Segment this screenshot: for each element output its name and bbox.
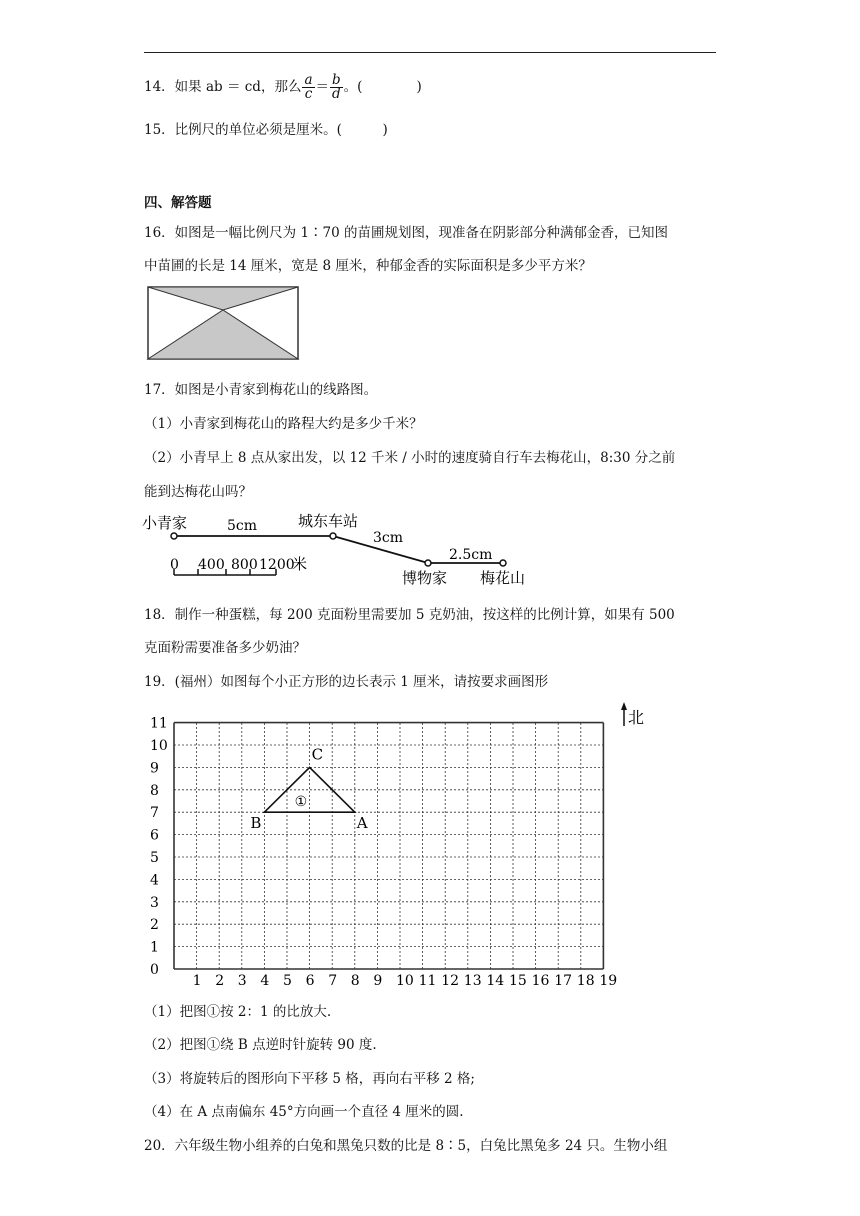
y-tick-label: 8	[150, 782, 159, 799]
y-tick-label: 1	[150, 939, 159, 956]
x-tick-label: 17	[554, 973, 573, 989]
x-tick-label: 15	[509, 973, 527, 989]
x-tick-label: 10	[396, 973, 414, 989]
x-tick-label: 13	[463, 973, 482, 989]
scale-label-0: 0	[170, 557, 179, 573]
x-tick-label: 5	[283, 973, 292, 989]
x-tick-label: 19	[599, 973, 618, 989]
north-arrow	[621, 702, 644, 727]
grid-lines	[174, 723, 603, 969]
question-19-sub3: （3）将旋转后的图形向下平移 5 格，再向右平移 2 格;	[144, 1071, 475, 1087]
question-14: 14．如果 ab ＝ cd，那么 $\frac{a}{c}$ ＝ $\frac{b}{d}$ 。( )	[144, 72, 422, 102]
label-seg3: 2.5cm	[449, 547, 493, 563]
section-heading: 四、解答题	[144, 195, 212, 211]
x-tick-label: 4	[260, 973, 270, 989]
x-tick-label: 11	[418, 973, 437, 989]
label-station: 城东车站	[298, 512, 359, 530]
y-tick-label: 5	[150, 850, 159, 866]
y-tick-label: 0	[150, 962, 159, 978]
label-seg1: 5cm	[227, 518, 258, 534]
nursery-rectangle-figure	[146, 285, 302, 361]
question-17-line1: 17．如图是小青家到梅花山的线路图。	[144, 382, 378, 398]
question-17-line2: （1）小青家到梅花山的路程大约是多少千米？	[144, 416, 423, 432]
triangle-1	[250, 745, 367, 832]
y-axis-ticks	[150, 716, 168, 978]
y-tick-label: 10	[150, 738, 168, 754]
y-tick-label: 7	[150, 805, 159, 822]
y-tick-label: 9	[150, 760, 159, 777]
x-tick-label: 16	[531, 973, 550, 989]
vertex-b-label: B	[250, 814, 262, 833]
route-map	[140, 508, 540, 590]
label-museum: 博物家	[402, 569, 448, 587]
x-tick-label: 18	[576, 973, 595, 989]
shape-number-label: ①	[294, 794, 308, 811]
vertex-c-label: C	[311, 745, 324, 764]
fraction-b-over-d: $\frac{b}{d}$	[332, 72, 341, 102]
x-tick-label: 9	[373, 973, 383, 989]
question-19-sub4: （4）在 A 点南偏东 45°方向画一个直径 4 厘米的圆.	[144, 1104, 464, 1120]
x-tick-label: 6	[305, 973, 315, 989]
y-tick-label: 6	[150, 827, 159, 844]
label-mountain: 梅花山	[480, 569, 526, 587]
question-20: 20．六年级生物小组养的白兔和黑兔只数的比是 8∶5，白兔比黑兔多 24 只。生物小组	[144, 1138, 668, 1154]
question-19-sub2: （2）把图①绕 B 点逆时针旋转 90 度.	[144, 1037, 377, 1053]
triangle-outline	[264, 767, 354, 812]
scale-label-1200: 1200	[259, 557, 295, 573]
grid-figure	[140, 700, 650, 995]
scale-unit: 米	[292, 555, 308, 573]
x-tick-label: 7	[328, 973, 338, 989]
fraction-a-over-c: $\frac{a}{c}$	[304, 72, 313, 102]
y-tick-label: 3	[150, 894, 159, 911]
y-tick-label: 2	[150, 917, 159, 934]
x-tick-label: 8	[350, 973, 360, 989]
question-19-title: 19．(福州）如图每个小正方形的边长表示 1 厘米，请按要求画图形	[144, 674, 549, 690]
question-17-line3: （2）小青早上 8 点从家出发，以 12 千米 / 小时的速度骑自行车去梅花山，8:30 分之前	[144, 450, 676, 466]
question-16-line2: 中苗圃的长是 14 厘米，宽是 8 厘米，种郁金香的实际面积是多少平方米？	[144, 258, 592, 274]
y-tick-label: 11	[150, 715, 168, 732]
question-15: 15．比例尺的单位必须是厘米。( )	[144, 122, 388, 138]
vertex-a-label: A	[356, 814, 368, 833]
x-axis-ticks	[193, 973, 618, 989]
question-18-line1: 18．制作一种蛋糕，每 200 克面粉里需要加 5 克奶油，按这样的比例计算，如果有 500	[144, 607, 675, 623]
x-tick-label: 14	[486, 973, 505, 989]
x-tick-label: 3	[237, 973, 247, 989]
question-16-line1: 16．如图是一幅比例尺为 1∶70 的苗圃规划图，现准备在阴影部分种满郁金香，已知图	[144, 225, 669, 241]
x-tick-label: 12	[441, 973, 460, 989]
scale-label-400: 400	[198, 557, 225, 573]
question-19-sub1: （1）把图①按 2：1 的比放大.	[144, 1004, 332, 1020]
label-seg2: 3cm	[373, 530, 404, 546]
north-label: 北	[628, 708, 645, 727]
label-home: 小青家	[142, 514, 188, 532]
header-rule	[144, 52, 716, 53]
x-tick-label: 1	[192, 973, 202, 989]
question-18-line2: 克面粉需要准备多少奶油？	[144, 640, 306, 656]
scale-label-800: 800	[231, 557, 258, 573]
question-17-line4: 能到达梅花山吗？	[144, 484, 252, 500]
x-tick-label: 2	[215, 973, 225, 989]
y-tick-label: 4	[150, 872, 159, 889]
